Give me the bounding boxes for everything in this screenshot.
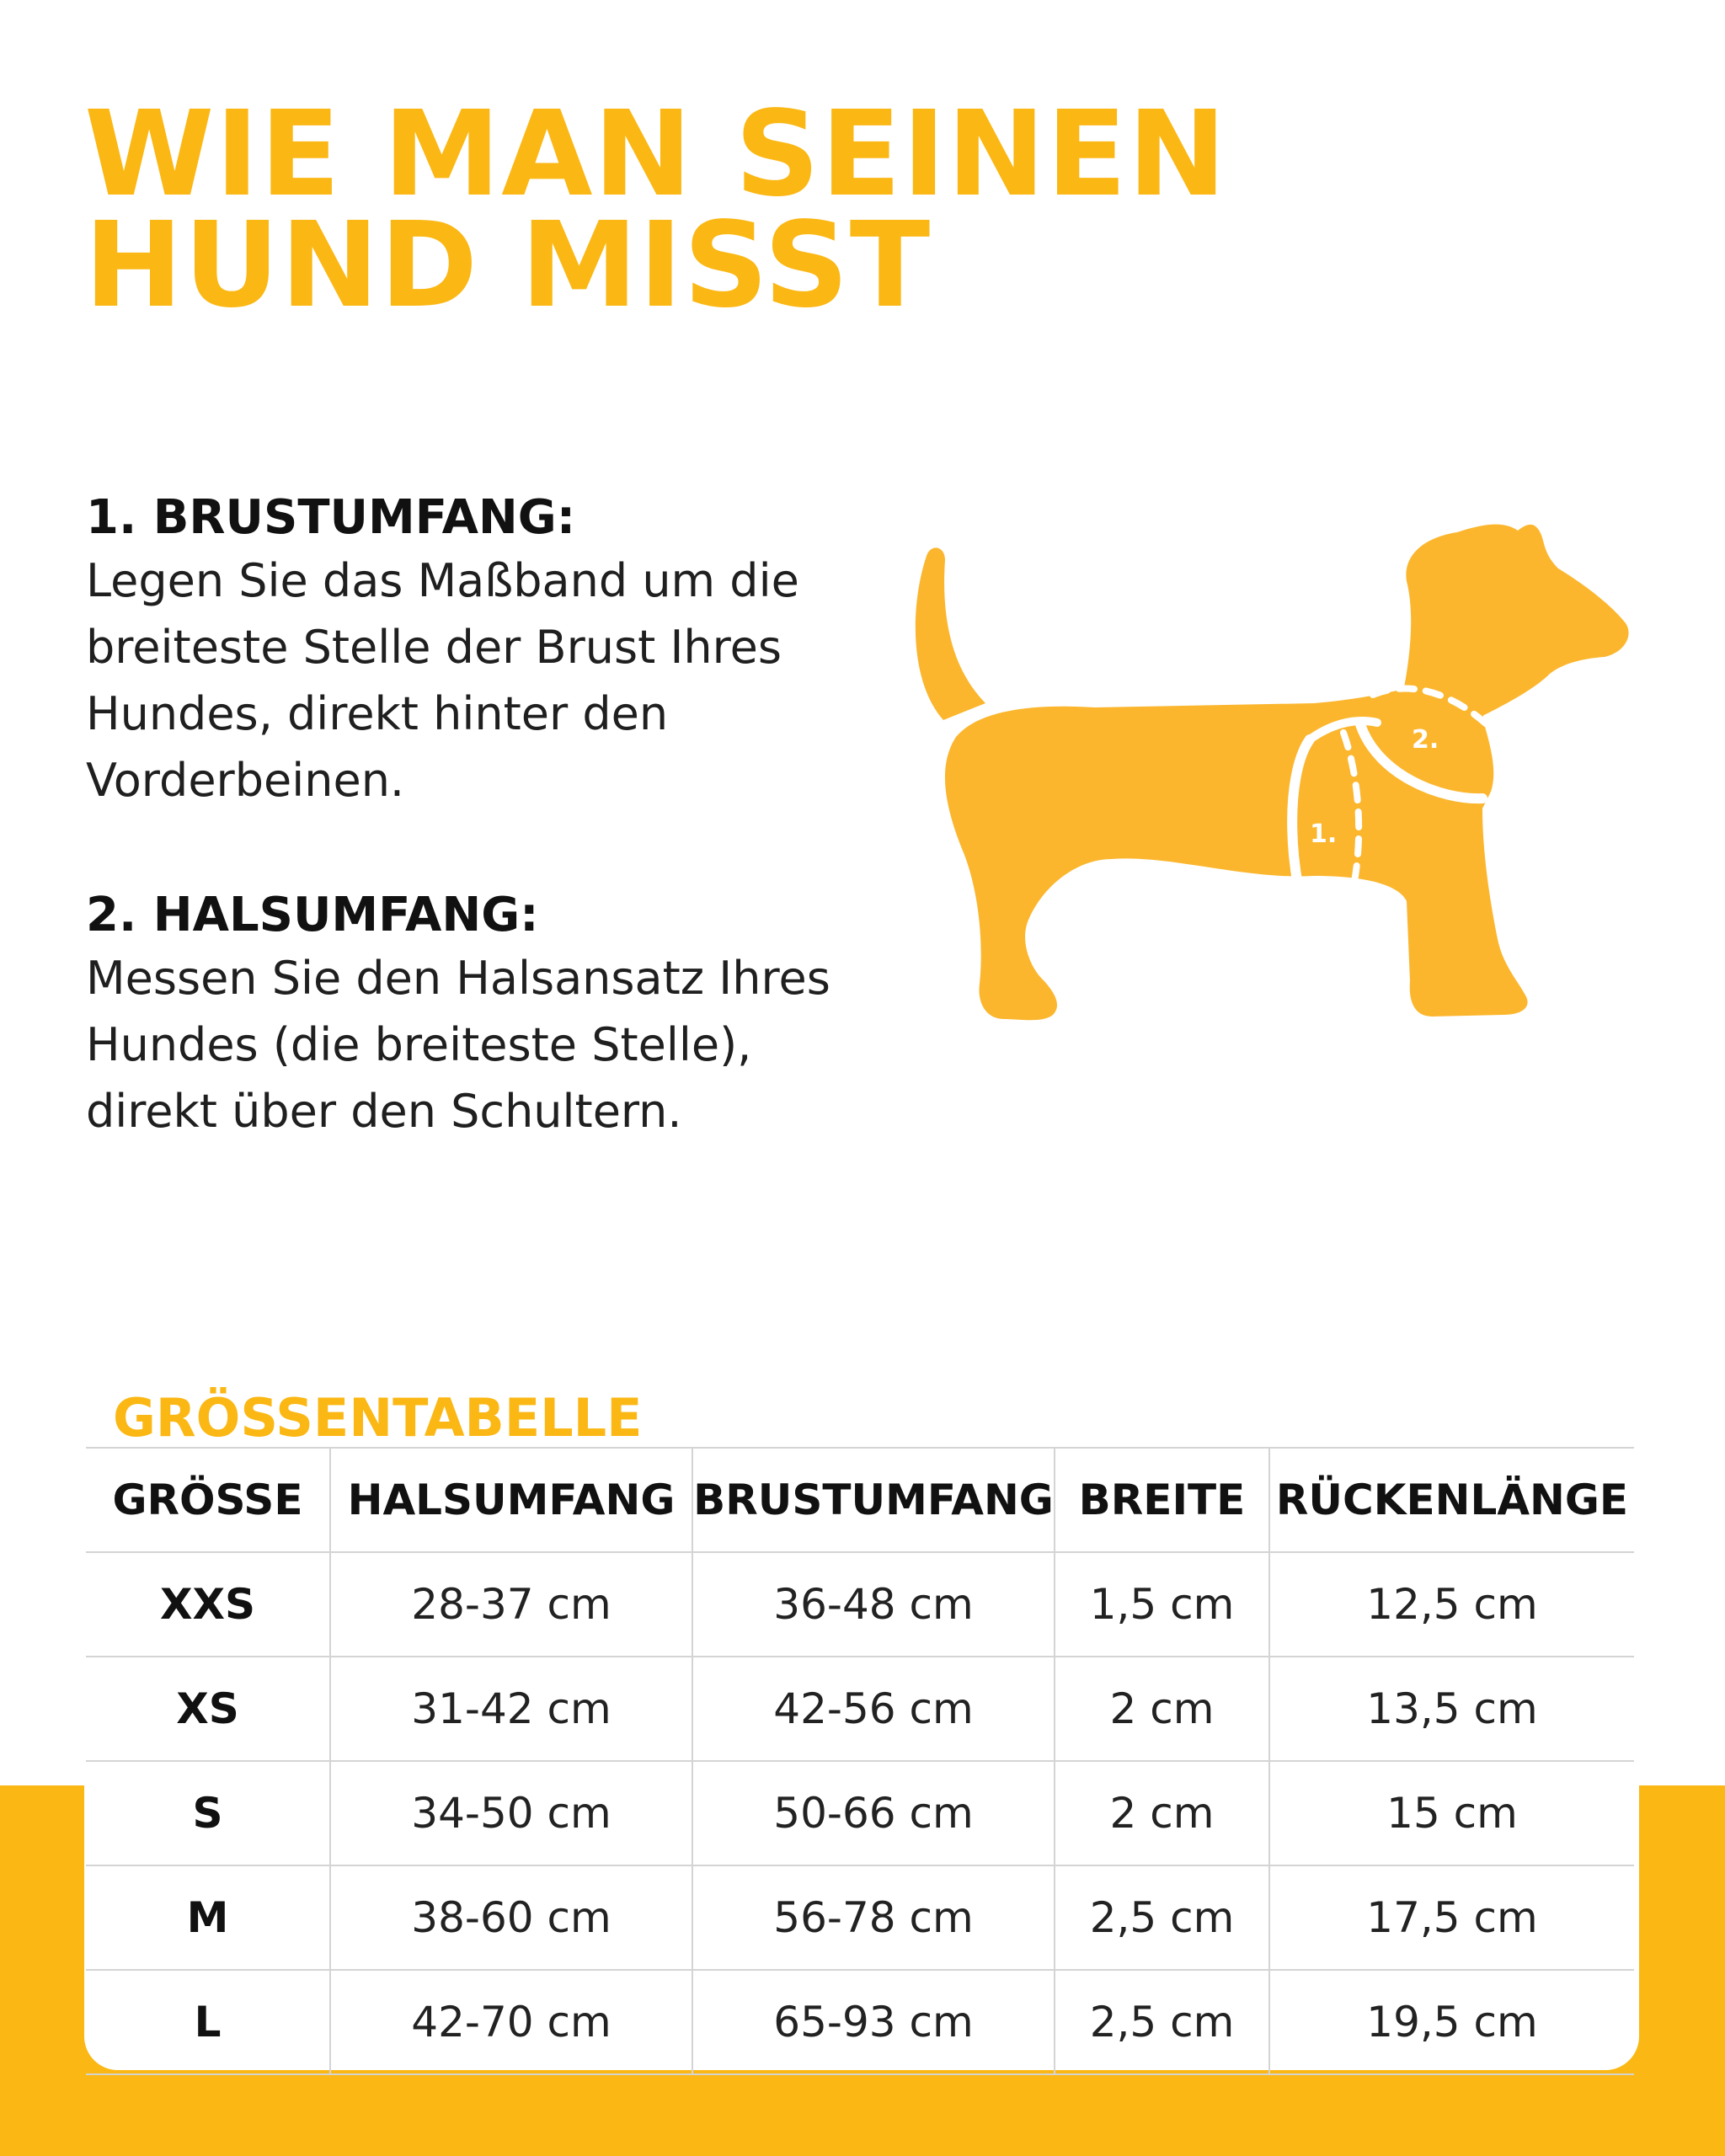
header-back-length: RÜCKENLÄNGE xyxy=(1269,1448,1634,1552)
table-row xyxy=(86,1761,1634,1865)
back-length-cell: 19,5 cm xyxy=(1269,1970,1634,2074)
chest-cell: 56-78 cm xyxy=(692,1865,1055,1970)
neck-heading: 2. HALSUMFANG: xyxy=(86,888,539,942)
table-row xyxy=(86,1865,1634,1970)
dog-measurement-icon xyxy=(893,522,1651,1129)
table-row xyxy=(86,1552,1634,1657)
width-cell: 2 cm xyxy=(1055,1657,1269,1761)
chest-text: Legen Sie das Maßband um die breiteste Stelle der Brust Ihres Hundes, direkt hinter den Vorderbeinen. xyxy=(86,554,799,807)
chest-heading: 1. BRUSTUMFANG: xyxy=(86,490,576,545)
neck-cell: 42-70 cm xyxy=(330,1970,692,2074)
size-cell: M xyxy=(86,1865,330,1970)
chest-cell: 50-66 cm xyxy=(692,1761,1055,1865)
marker-one-label: 1. xyxy=(1310,819,1338,849)
header-chest: BRUSTUMFANG xyxy=(692,1448,1055,1552)
table-header-row xyxy=(86,1448,1634,1552)
width-cell: 2 cm xyxy=(1055,1761,1269,1865)
marker-two-label: 2. xyxy=(1412,725,1439,755)
table-row xyxy=(86,1657,1634,1761)
chest-cell: 65-93 cm xyxy=(692,1970,1055,2074)
chest-cell: 36-48 cm xyxy=(692,1552,1055,1657)
header-neck: HALSUMFANG xyxy=(330,1448,692,1552)
header-size: GRÖSSE xyxy=(86,1448,330,1552)
neck-cell: 34-50 cm xyxy=(330,1761,692,1865)
size-table-title: GRÖSSENTABELLE xyxy=(113,1387,643,1449)
back-length-cell: 12,5 cm xyxy=(1269,1552,1634,1657)
chest-cell: 42-56 cm xyxy=(692,1657,1055,1761)
size-table xyxy=(86,1447,1634,2075)
back-length-cell: 15 cm xyxy=(1269,1761,1634,1865)
neck-cell: 38-60 cm xyxy=(330,1865,692,1970)
width-cell: 2,5 cm xyxy=(1055,1970,1269,2074)
chest-section xyxy=(86,488,844,814)
neck-text: Messen Sie den Halsansatz Ihres Hundes (die breiteste Stelle), direkt über den Schultern. xyxy=(86,952,830,1138)
size-cell: L xyxy=(86,1970,330,2074)
size-cell: XS xyxy=(86,1657,330,1761)
page-title: WIE MAN SEINEN HUND MISST xyxy=(84,86,1227,334)
table-row xyxy=(86,1970,1634,2074)
size-cell: S xyxy=(86,1761,330,1865)
width-cell: 2,5 cm xyxy=(1055,1865,1269,1970)
back-length-cell: 13,5 cm xyxy=(1269,1657,1634,1761)
header-width: BREITE xyxy=(1055,1448,1269,1552)
size-cell: XXS xyxy=(86,1552,330,1657)
neck-cell: 28-37 cm xyxy=(330,1552,692,1657)
neck-section xyxy=(86,886,844,1145)
neck-cell: 31-42 cm xyxy=(330,1657,692,1761)
back-length-cell: 17,5 cm xyxy=(1269,1865,1634,1970)
width-cell: 1,5 cm xyxy=(1055,1552,1269,1657)
